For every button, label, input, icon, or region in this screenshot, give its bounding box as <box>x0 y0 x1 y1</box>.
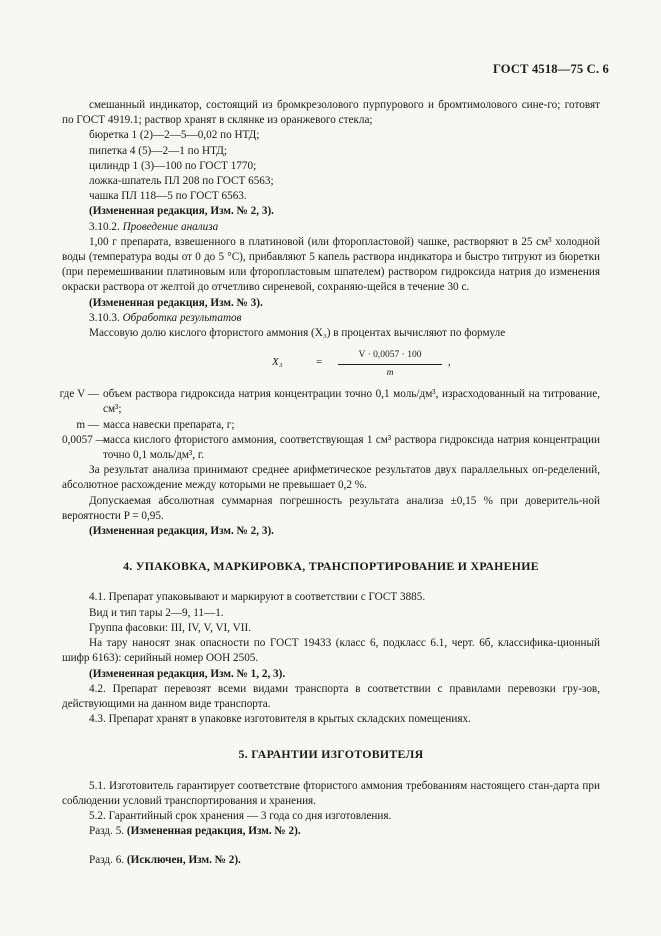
definition-item <box>59 387 600 417</box>
document-body <box>59 98 600 869</box>
clause-4-1: 4.1. Препарат упаковывают и маркируют в соответствии с ГОСТ 3885. <box>89 591 426 604</box>
definition-term: где V — <box>59 388 99 401</box>
subsection-number: 3.10.2. <box>89 220 120 233</box>
section-4-title: 4. УПАКОВКА, МАРКИРОВКА, ТРАНСПОРТИРОВАНИЕ И ХРАНЕНИЕ <box>123 559 539 574</box>
page-header: ГОСТ 4518—75 С. 6 <box>492 62 609 76</box>
revision-note: (Измененная редакция, Изм. № 2, 3). <box>89 205 274 218</box>
reagents-intro: смешанный индикатор, состоящий из бромкрезолового пурпурового и бромтимолового сине-го; готовят по ГОСТ 4919.1; раствор хранят в склянке из оранжевого стекла; <box>62 99 600 127</box>
definition-item <box>62 418 600 433</box>
revision-note: (Измененная редакция, Изм. № 3). <box>89 296 263 309</box>
clause-5-2: 5.2. Гарантийный срок хранения — 3 года со дня изготовления. <box>89 809 392 822</box>
clause-4-3: 4.3. Препарат хранят в упаковке изготовителя в крытых складских помещениях. <box>89 713 471 726</box>
razd-6-prefix: Разд. 6. <box>89 854 125 867</box>
equipment-item-3: цилиндр 1 (3)—100 по ГОСТ 1770; <box>89 159 257 172</box>
procedure-text: 1,00 г препарата, взвешенного в платиновой (или фторопластовой) чашке, растворяют в 25 см³ холодной воды (температура воды от 0 до 5 °С), прибавляют 5 капель раствора индикатора и быстро титруют из бюретки (при перемешивании платиновым или фторопластовым шпателем) раствором гидроксида натрия до изменения окраски раствора от желтой до отчетливо сиреневой, сохраняю-щейся в течение 30 с. <box>62 235 600 294</box>
subsection-title: Проведение анализа <box>122 220 219 233</box>
definition-text: масса кислого фтористого аммония, соответствующая 1 см³ раствора гидроксида натрия концентрации точно 0,1 моль/дм³, г. <box>103 433 600 462</box>
subsection-number: 3.10.3. <box>89 311 120 324</box>
formula-denominator: m <box>386 368 394 379</box>
definition-text: масса навески препарата, г; <box>103 418 235 431</box>
section-5-title: 5. ГАРАНТИИ ИЗГОТОВИТЕЛЯ <box>238 747 424 762</box>
error-paragraph: Допускаемая абсолютная суммарная погрешность результата анализа ±0,15 % при доверитель-ной вероятности P = 0,95. <box>62 494 600 522</box>
equipment-item-1: бюретка 1 (2)—2—5—0,02 по НТД; <box>89 129 260 142</box>
result-paragraph: За результат анализа принимают среднее арифметическое результатов двух параллельных оп-ределений, абсолютное расхождение между которыми не превышает 0,2 %. <box>62 464 600 492</box>
equipment-item-4: ложка-шпатель ПЛ 208 по ГОСТ 6563; <box>89 175 274 188</box>
hazard-marking: На тару наносят знак опасности по ГОСТ 19433 (класс 6, подкласс 6.1, черт. 6б, классифика-ционный шифр 6163): серийный номер ООН 2505. <box>62 637 600 665</box>
section-6-revision <box>62 853 600 868</box>
razd-5-note: (Измененная редакция, Изм. № 2). <box>126 825 301 838</box>
formula-fraction <box>338 348 442 381</box>
formula-comma: , <box>448 356 451 369</box>
formula <box>62 348 600 379</box>
calculation-text: Массовую долю кислого фтористого аммония (X₃) в процентах вычисляют по формуле <box>89 327 506 340</box>
clause-5-1: 5.1. Изготовитель гарантирует соответствие фтористого аммония требованиям настоящего стан-дарта при соблюдении условий транспортирования и хранения. <box>62 779 600 807</box>
revision-note: (Измененная редакция, Изм. № 1, 2, 3). <box>89 667 286 680</box>
subsection-3-10-2-heading <box>62 220 600 235</box>
formula-equals: = <box>316 356 323 369</box>
packing-group: Группа фасовки: III, IV, V, VI, VII. <box>89 621 251 634</box>
razd-5-prefix: Разд. 5. <box>89 825 125 838</box>
definition-term: m — <box>76 418 99 431</box>
definition-item <box>62 433 600 463</box>
formula-numerator: V · 0,0057 · 100 <box>338 348 442 365</box>
definition-term: 0,0057 — <box>62 433 107 446</box>
equipment-item-5: чашка ПЛ 118—5 по ГОСТ 6563. <box>89 190 247 203</box>
equipment-item-2: пипетка 4 (5)—2—1 по НТД; <box>89 144 227 157</box>
container-type: Вид и тип тары 2—9, 11—1. <box>89 606 224 619</box>
definition-text: объем раствора гидроксида натрия концентрации точно 0,1 моль/дм³, израсходованный на титрование, см³; <box>103 388 600 416</box>
clause-4-2: 4.2. Препарат перевозят всеми видами транспорта в соответствии с правилами перевозки гру-зов, действующими на данном виде транспорта. <box>62 682 600 710</box>
subsection-3-10-3-heading <box>62 311 600 326</box>
section-5-revision <box>62 824 600 839</box>
razd-6-note: (Исключен, Изм. № 2). <box>126 854 241 867</box>
revision-note: (Измененная редакция, Изм. № 2, 3). <box>89 525 274 538</box>
formula-lhs: X₃ <box>272 356 283 369</box>
subsection-title: Обработка результатов <box>122 311 242 324</box>
